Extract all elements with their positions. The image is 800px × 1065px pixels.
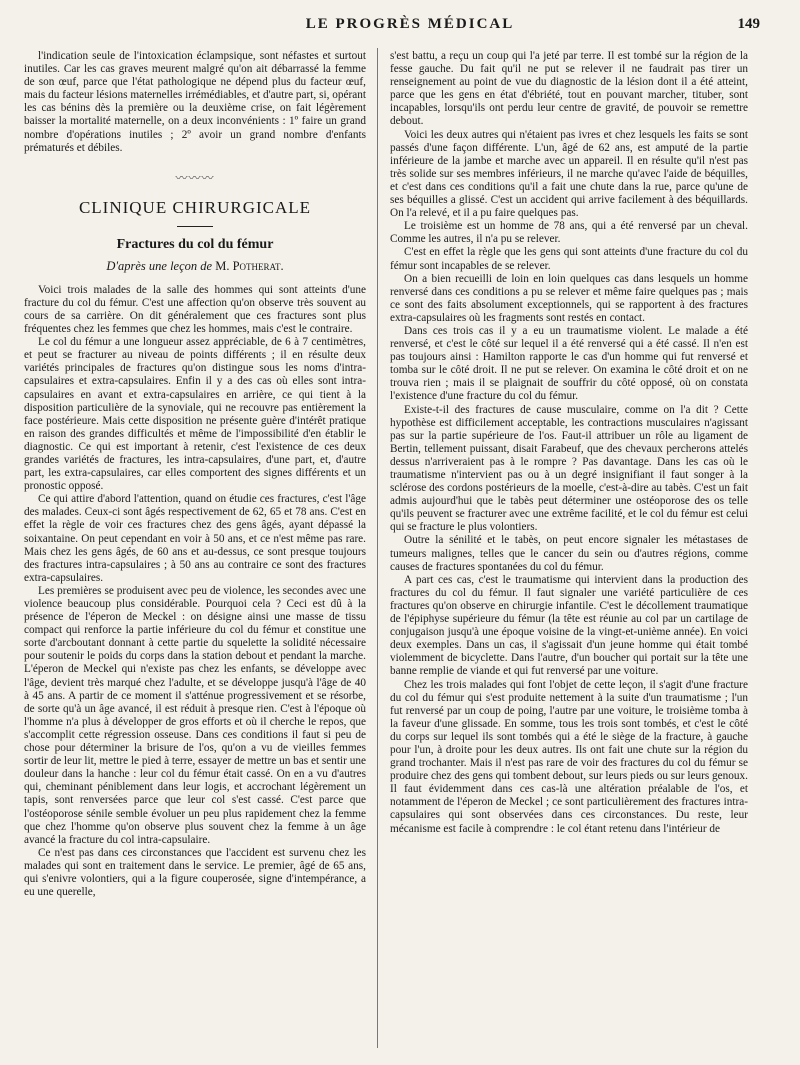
paragraph: Ce n'est pas dans ces circonstances que l'accident est survenu chez les malades qui sont en traitement dans le service. Le premier, âgé de 65 ans, qui s'enivre volontiers, qui a la figure couperosée, signe d'intempérance, a eu une querelle, bbox=[24, 846, 366, 899]
byline-author: M. Potherat. bbox=[215, 258, 284, 273]
paragraph: Chez les trois malades qui font l'objet de cette leçon, il s'agit d'une fracture du col du fémur qui s'est produite nettement à la suite d'un traumatisme ; l'un fut renversé par un coup de poing, l'autre par une voiture, le troisième tomba à la faveur d'une glissade. En somme, tous les trois sont tombés, et c'est le côté du corps sur lequel ils sont tombés qui a été le siège de la fracture, à gauche pour l'un, à droite pour les deux autres. Ils ont fait une chute sur la région du grand trochanter. Mais il n'est pas rare de voir des fractures du col du fémur se produire chez des gens qui tombent debout, sur leurs pieds ou sur leurs genoux. Il faut évidemment dans ces cas-là une altération préalable de l'os, et notamment de l'éperon de Meckel ; ce sont particulièrement des fractures intra-capsulaires qui sont observées dans ces circonstances. Du reste, leur mécanisme est facile à comprendre : le col étant retenu dans l'intérieur de bbox=[390, 678, 748, 835]
paragraph: C'est en effet la règle que les gens qui sont atteints d'une fracture du col du fémur sont incapables de se relever. bbox=[390, 246, 748, 272]
paragraph: Outre la sénilité et le tabès, on peut encore signaler les métastases de tumeurs malignes, telles que le cancer du sein ou d'autres régions, comme causes de fractures spontanées du col du fémur. bbox=[390, 534, 748, 573]
section-divider bbox=[177, 226, 213, 227]
paragraph: s'est battu, a reçu un coup qui l'a jeté par terre. Il est tombé sur la région de la fesse gauche. Du fait qu'il ne put se relever il ne faudrait pas tirer un renseignement au point de vue du diagnostic de la lésion dont il a été atteint, parce que les gens en état d'ébriété, tout en pouvant marcher, tituber, sont incapables, lorsqu'ils ont perdu leur centre de gravité, de pouvoir se remettre debout. bbox=[390, 50, 748, 128]
section-title: CLINIQUE CHIRURGICALE bbox=[78, 197, 312, 217]
paragraph: l'indication seule de l'intoxication éclampsique, sont néfastes et surtout inutiles. Car les cas graves meurent malgré qu'on ait débarrassé la femme de son œuf, parce que l'état pathologique ne dépend plus du facteur œuf, mais du facteur lésions maternelles irrémédiables, et d'autre part, si, opérant les cas bénins dès la première ou la deuxième crise, on fait légèrement baisser la mortalité maternelle, on a deux inconvénients : 1º faire un grand nombre d'opérations inutiles ; 2º avoir un grand nombre d'enfants prématurés et débiles. bbox=[24, 50, 366, 154]
right-column bbox=[390, 50, 748, 836]
paragraph: On a bien recueilli de loin en loin quelques cas dans lesquels un homme renversé dans ces conditions a pu se relever et même faire quelques pas ; mais ce sont des faits absolument exceptionnels, qui se rapportent à des fractures extra-capsulaires où les fragments sont restés en contact. bbox=[390, 272, 748, 324]
section-ornament bbox=[24, 169, 366, 186]
paragraph: Le troisième est un homme de 78 ans, qui a été renversé par un cheval. Comme les autres, il n'a pu se relever. bbox=[390, 220, 748, 246]
paragraph: Voici trois malades de la salle des hommes qui sont atteints d'une fracture du col du fémur. C'est une affection qu'on observe très souvent au cours de sa carrière. On dit généralement que ces fractures sont plus fréquentes chez les femmes que chez les hommes, mais c'est le contraire. bbox=[24, 283, 366, 336]
running-title: LE PROGRÈS MÉDICAL bbox=[305, 16, 515, 32]
paragraph: Ce qui attire d'abord l'attention, quand on étudie ces fractures, c'est l'âge des malades. Ceux-ci sont âgés respectivement de 62, 65 et 78 ans. C'est en effet la règle de voir ces fractures chez des gens âgés, ayant dépassé la soixantaine. On peut cependant en voir à 50 ans, et ce n'est même pas rare. Mais chez les gens âgés, de 60 ans et au-dessus, ce sont presque toujours des fractures intra-capsulaires ; à 50 ans au contraire ce sont des fractures extra-capsulaires. bbox=[24, 493, 366, 584]
byline-prefix: D'après une leçon de bbox=[106, 258, 213, 273]
paragraph: Les premières se produisent avec peu de violence, les secondes avec une violence beaucoup plus considérable. Pourquoi cela ? Ceci est dû à la présence de l'éperon de Meckel : on désigne ainsi une masse de tissu compact qui renforce la partie inférieure du col du fémur et constitue une sorte d'arcboutant donnant à cette partie du squelette la solidité nécessaire pour soutenir le poids du corps dans la station debout et pendant la marche. L'éperon de Meckel qui n'existe pas chez les enfants, se développe avec l'âge, devient très marqué chez l'adulte, et se développe jusqu'à l'âge de 40 à 45 ans. A partir de ce moment il s'atténue progressivement et se résorbe, de sorte qu'à un âge avancé, il est réduit à presque rien. C'est à l'époque où l'homme n'a plus à développer de gros efforts et où il cherche le repos, que s'accomplit cette régression osseuse. Dans ces conditions il faut si peu de chose pour déterminer la brisure de l'os, qu'on a vu de vieilles femmes sortir de leur lit, mettre le pied à terre, essayer de mettre un bas et sentir une douleur dans la hanche : leur col du fémur était cassé. On en a vu d'autres qui, cheminant péniblement dans leur logis, et accrochant légèrement un tapis, sont renversées parce que leur col s'est cassé. C'est parce que l'ostéoporose sénile semble évoluer un peu plus rapidement chez la femme que chez l'homme qu'on observe plus souvent chez la femme à un âge avancé la fracture du col intra-capsulaire. bbox=[24, 584, 366, 846]
paragraph: Existe-t-il des fractures de cause musculaire, comme on l'a dit ? Cette hypothèse est difficilement acceptable, les contractions musculaires n'agissant pas sur la partie supérieure de l'os. Faut-il attribuer un rôle au ligament de Bertin, tellement puissant, disait Farabeuf, que des chevaux percherons attelés dessus n'arriveraient pas à le rompre ? Pas davantage. Dans les cas où le traumatisme n'intervient pas ou à un degré insignifiant il faut songer à la sclérose des cordons postérieurs de la moelle, c'est-à-dire au tabès. C'est un fait admis aujourd'hui que le tabès peut déterminer une ostéoporose des os telle qu'ils peuvent se fracturer avec une extrême facilité, et le col du fémur est celui qui se fracture le plus volontiers. bbox=[390, 403, 748, 534]
page-number: 149 bbox=[737, 16, 760, 32]
article-byline bbox=[24, 259, 366, 274]
article-title: Fractures du col du fémur bbox=[116, 236, 274, 252]
paragraph: Le col du fémur a une longueur assez appréciable, de 6 à 7 centimètres, et peut se fracturer au niveau de points différents ; il en résulte deux variétés principales de fractures qu'on distingue sous les noms d'intra-capsulaires et extra-capsulaires. Enfin il y a des cas où elles sont intra-capsulaires en avant et extra-capsulaires en arrière, ce qui tient à la disposition particulière de la synoviale, qui ne recouvre pas entièrement la face postérieure. Mais cette disposition ne présente guère d'intérêt pratique en raison des grandes difficultés et même de l'impossibilité d'en établir le diagnostic. Ce qui est important à retenir, c'est l'existence de ces deux grandes variétés de fractures, les intra-capsulaires, d'une part, et, d'autre part, les extra-capsulaires, car elles comportent des signes différents et un pronostic opposé. bbox=[24, 336, 366, 493]
paragraph: A part ces cas, c'est le traumatisme qui intervient dans la production des fractures du col du fémur. Il faut signaler une variété particulière de ces fractures qu'on observe en chirurgie infantile. C'est le décollement traumatique de l'épiphyse supérieure du fémur (la tête est réunie au col par un cartilage de conjugaison jusqu'à une époque voisine de la vingt-et-unième année). En voici deux exemples. Dans un cas, il s'agissait d'un jeune homme qui était tombé violemment de bicyclette. Dans l'autre, d'un boucher qui portait sur la tête une banne remplie de viande et qui fut renversé par une voiture. bbox=[390, 573, 748, 678]
column-divider bbox=[377, 48, 378, 1048]
paragraph: Dans ces trois cas il y a eu un traumatisme violent. Le malade a été renversé, et c'est le côté sur lequel il a été renversé qui a été cassé. Il n'en est pas toujours ainsi : Hamilton rapporte le cas d'un homme qui fut renversé et tomba sur le côté droit. Il ne put se relever. On examina le côté droit et on ne trouva rien ; mais il se plaignait de souffrir du côté opposé, où on constata l'existence d'une fracture du col du fémur. bbox=[390, 324, 748, 403]
page-header bbox=[60, 16, 760, 38]
wave-ornament-icon: 〰〰〰 bbox=[175, 170, 215, 185]
left-column bbox=[24, 50, 366, 899]
paragraph: Voici les deux autres qui n'étaient pas ivres et chez lesquels les faits se sont passés d'une façon différente. L'un, âgé de 62 ans, est amputé de la partie inférieure de la jambe et marche avec un appareil. Il en résulte qu'il n'est pas très solide sur ses membres inférieurs, il ne marche qu'avec l'aide de béquilles, et c'est dans ces conditions qu'il a fait une chute dans la rue, parce qu'une de ses béquilles a glissé. C'est un accident qui arrive facilement à des béquillards. On l'a relevé, et il a pu faire quelques pas. bbox=[390, 128, 748, 220]
